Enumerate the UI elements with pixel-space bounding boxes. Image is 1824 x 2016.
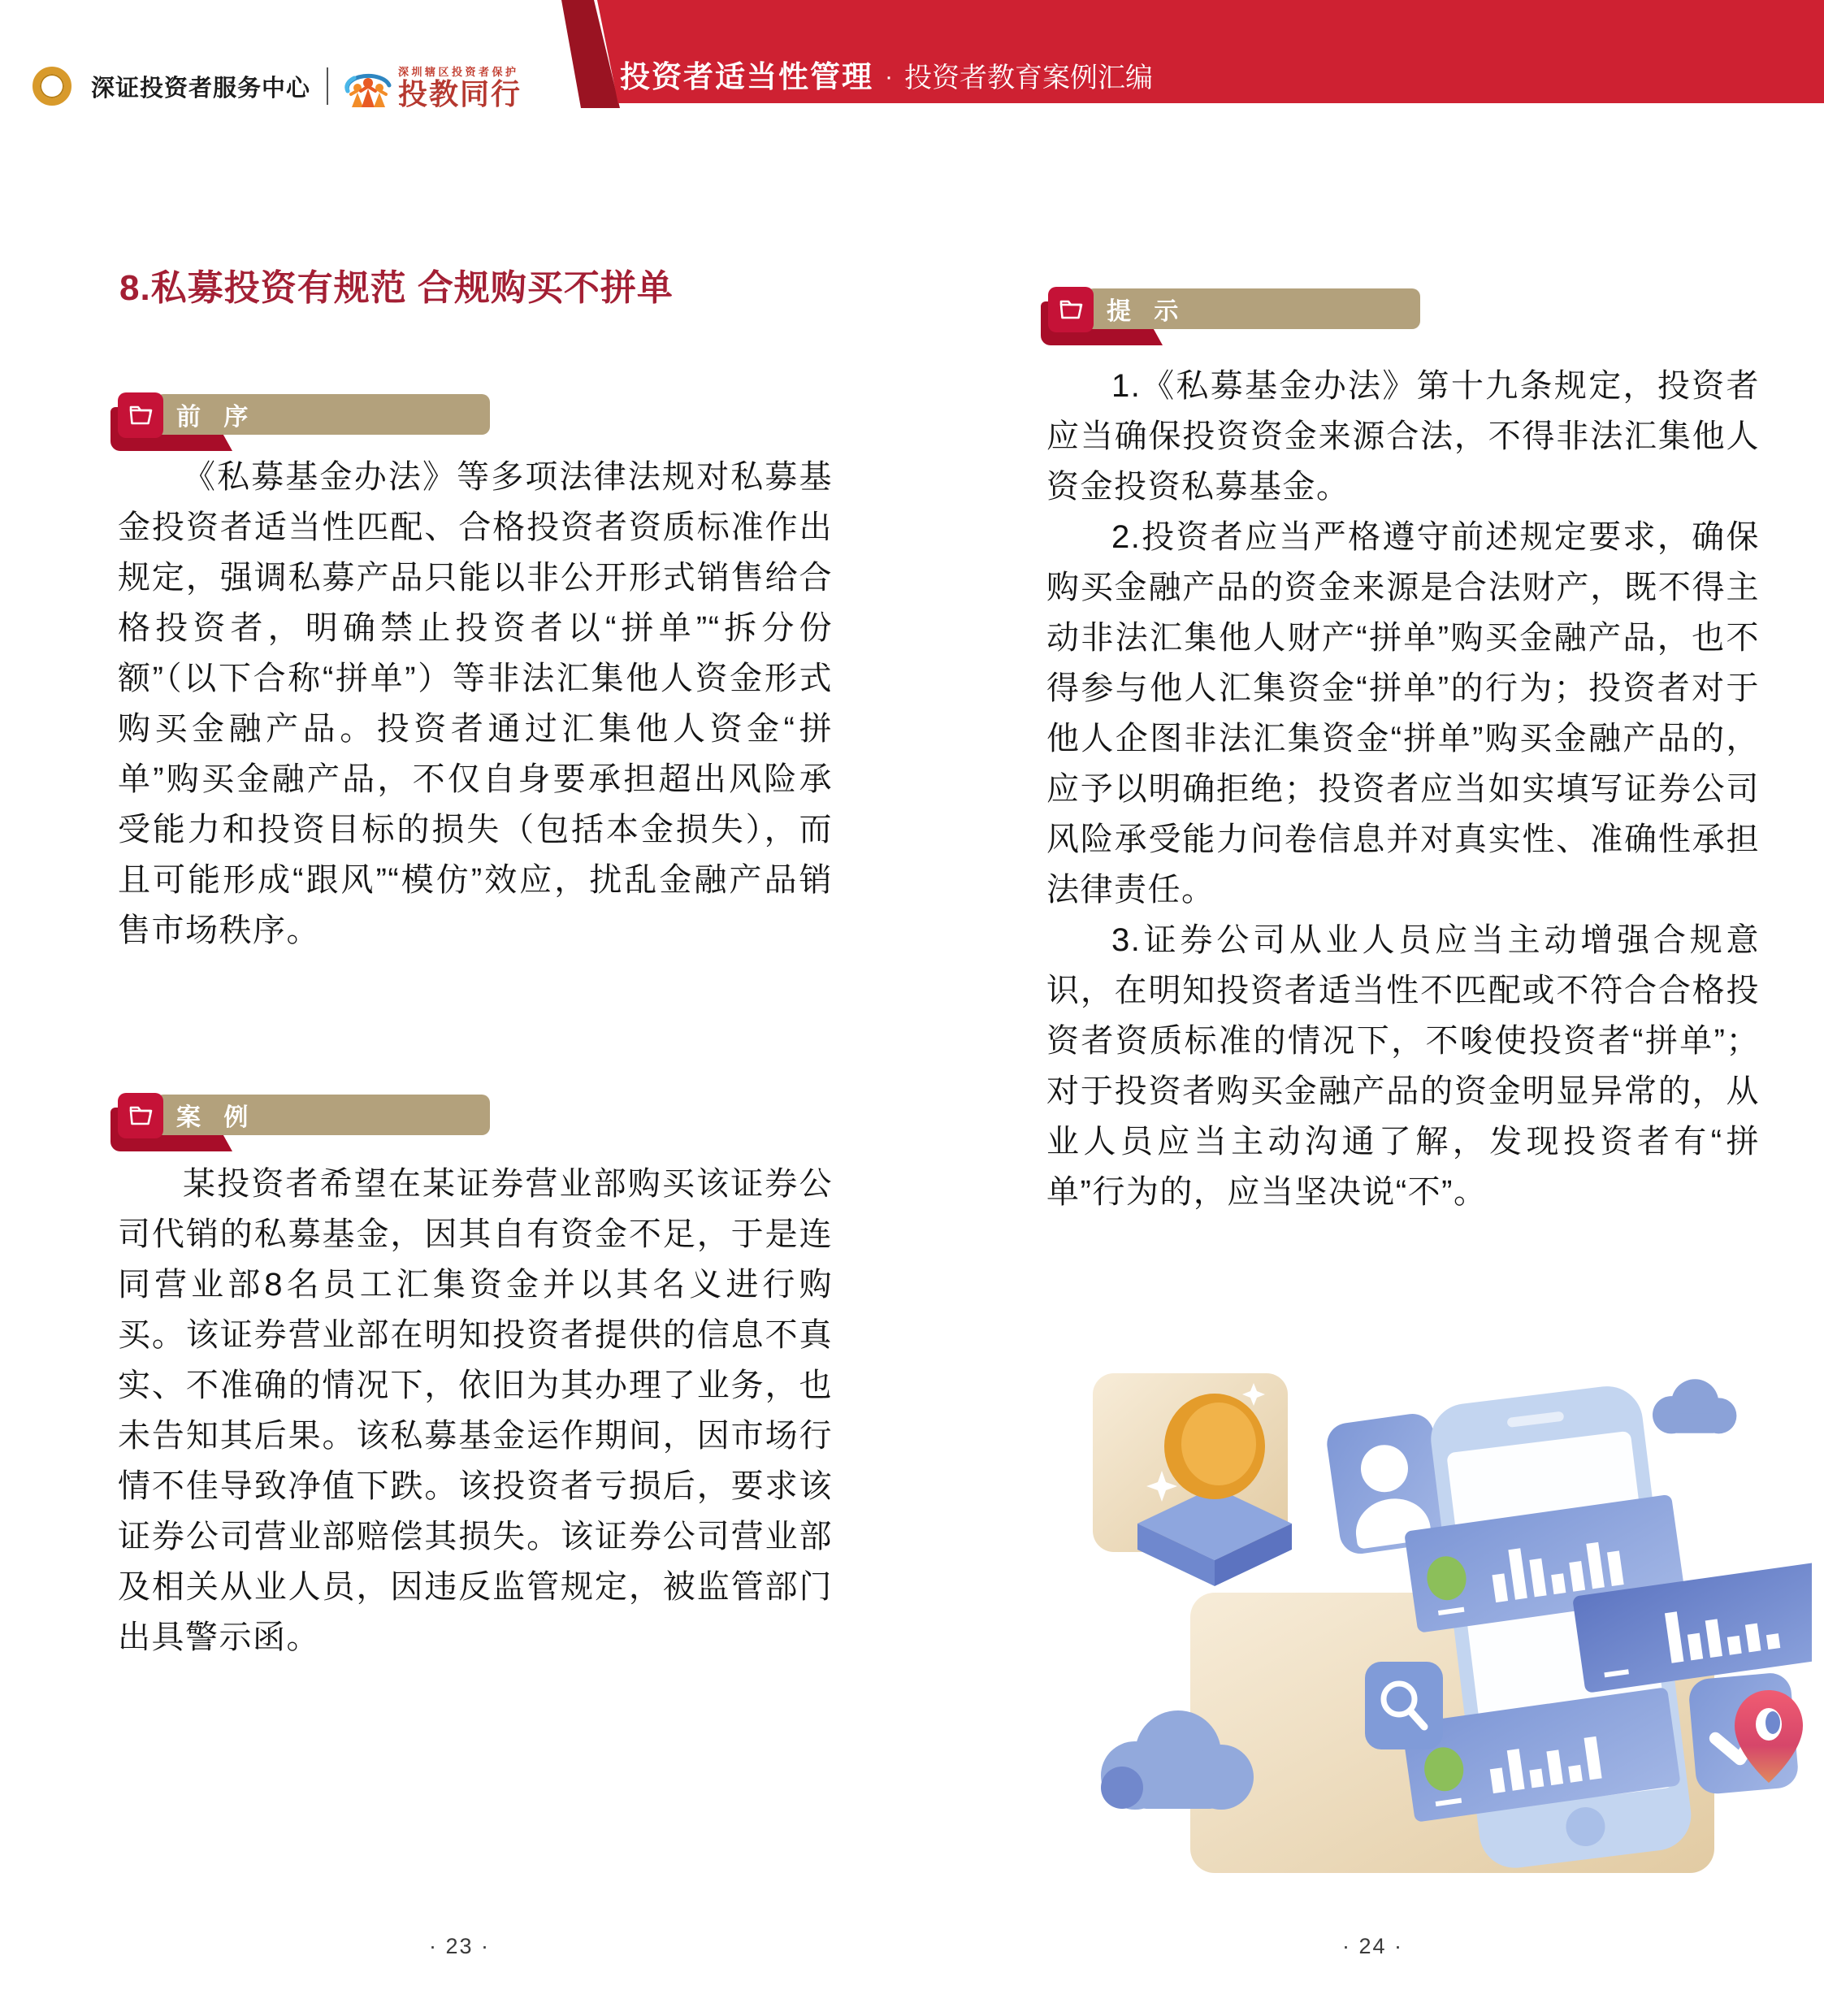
cloud-icon — [1653, 1379, 1736, 1433]
page-number-left: · 23 · — [429, 1934, 491, 1958]
banner-title-rest: 投资者教育案例汇编 — [904, 63, 1153, 93]
banner-title-bold: 投资者适当性管理 — [620, 60, 873, 93]
search-icon — [1365, 1662, 1443, 1749]
brand-area — [32, 63, 522, 109]
section-label: 前 序 — [176, 404, 257, 431]
toujiao-title: 投教同行 — [398, 76, 522, 111]
tips-paragraph: 1.《私募基金办法》第十九条规定，投资者应当确保投资资金来源合法，不得非法汇集他人资金投资私募基金。 — [1046, 368, 1760, 505]
toujiao-logo — [343, 63, 522, 110]
fintech-illustration — [1085, 1349, 1812, 1901]
tips-paragraph: 2.投资者应当严格遵守前述规定要求，确保购买金融产品的资金来源是合法财产，既不得主动非法汇集他人财产“拼单”购买金融产品，也不得参与他人汇集资金“拼单”的行为；投资者对于他人企图非法汇集资金“拼单”购买金融产品的，应予以明确拒绝；投资者应当如实填写证券公司风险承受能力问卷信息并对真实性、准确性承担法律责任。 — [1046, 519, 1760, 908]
section-bar — [155, 394, 490, 435]
brand-name: 深证投资者服务中心 — [91, 75, 311, 102]
folder-icon — [128, 403, 154, 427]
case-body: 某投资者希望在某证券营业部购买该证券公司代销的私募基金，因其自有资金不足，于是连同营业部8名员工汇集资金并以其名义进行购买。该证券营业部在明知投资者提供的信息不真实、不准确的情况下，依旧为其办理了业务，也未告知其后果。该私募基金运作期间，因市场行情不佳导致净值下跌。该投资者亏损后，要求该证券公司营业部赔偿其损失。该证券公司营业部及相关从业人员，因违反监管规定，被监管部门出具警示函。 — [118, 1166, 833, 1655]
brand-ring-icon — [32, 67, 71, 106]
header-banner-title — [620, 52, 1153, 96]
section-badge — [1048, 287, 1094, 332]
section-bar — [1085, 288, 1420, 329]
section-badge — [118, 392, 163, 438]
section-bar — [155, 1095, 490, 1135]
preface-body: 《私募基金办法》等多项法律法规对私募基金投资者适当性匹配、合格投资者资质标准作出规定，强调私募产品只能以非公开形式销售给合格投资者，明确禁止投资者以“拼单”“拆分份额”（以下合称“拼单”）等非法汇集他人资金形式购买金融产品。投资者通过汇集他人资金“拼单”购买金融产品，不仅自身要承担超出风险承受能力和投资目标的损失（包括本金损失），而且可能形成“跟风”“模仿”效应，扰乱金融产品销售市场秩序。 — [118, 459, 833, 948]
toujiao-subtitle: 深圳辖区投资者保护 — [398, 65, 519, 78]
banner-separator: · — [885, 63, 893, 90]
section-header-case — [118, 1095, 492, 1158]
page-title: 8.私募投资有规范 合规购买不拼单 — [119, 268, 674, 308]
toujiao-figures-icon — [343, 67, 393, 109]
folder-icon — [128, 1103, 154, 1128]
section-badge — [118, 1093, 163, 1138]
tips-paragraph: 3.证券公司从业人员应当主动增强合规意识，在明知投资者适当性不匹配或不符合合格投资者资质标准的情况下，不唆使投资者“拼单”；对于投资者购买金融产品的资金明显异常的，从业人员应当主动沟通了解，发现投资者有“拼单”行为的，应当坚决说“不”。 — [1046, 922, 1760, 1210]
section-header-tips — [1048, 288, 1422, 352]
section-label: 案 例 — [176, 1104, 257, 1131]
section-label: 提 示 — [1107, 298, 1187, 325]
folder-icon — [1058, 297, 1084, 322]
page-number-right: · 24 · — [1342, 1934, 1404, 1958]
section-header-preface — [118, 394, 492, 457]
tips-body — [1046, 361, 1760, 1217]
brand-divider — [327, 67, 328, 105]
